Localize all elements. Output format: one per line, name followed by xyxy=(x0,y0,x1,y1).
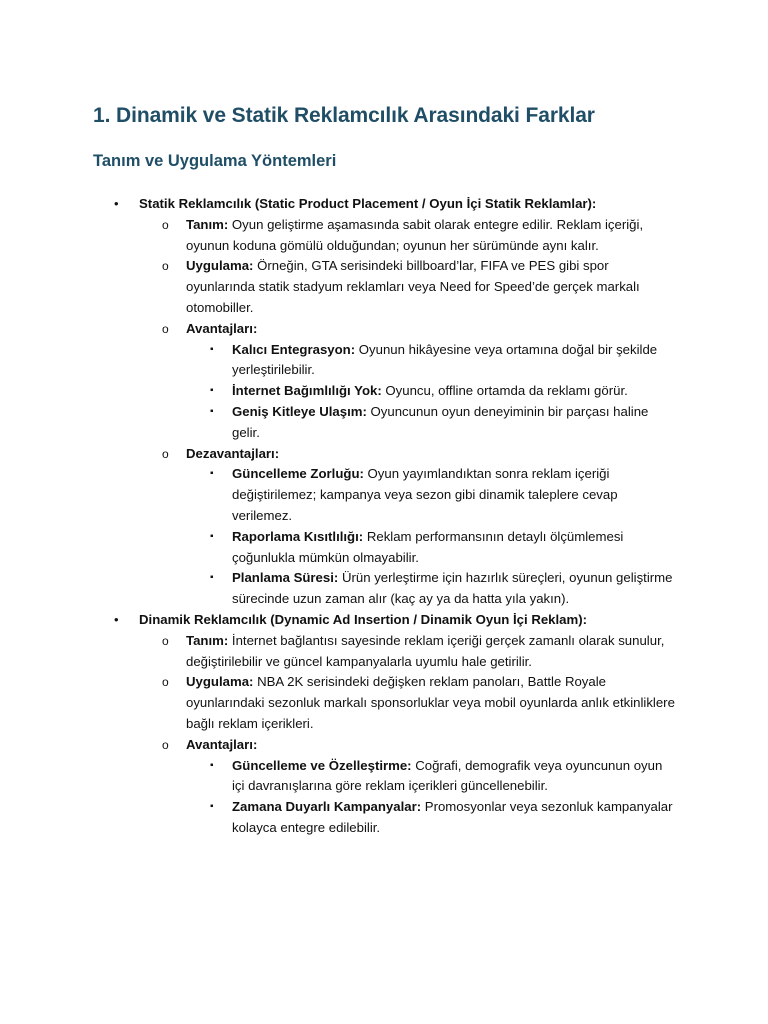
item-label: Geniş Kitleye Ulaşım: xyxy=(232,403,367,419)
document-body xyxy=(0,194,768,839)
list-item-static-definition xyxy=(0,215,676,257)
list-item-static-disadvantage xyxy=(0,527,676,569)
circle-bullet-icon: o xyxy=(162,217,169,232)
list-item-static-disadvantage xyxy=(0,464,676,526)
square-bullet-icon: ▪ xyxy=(210,385,214,397)
circle-bullet-icon: o xyxy=(162,633,169,648)
square-bullet-icon: ▪ xyxy=(210,343,214,355)
bullet-icon: • xyxy=(114,196,119,211)
item-text: Promosyonlar veya sezonluk kampanyalar kolayca entegre edilebilir. xyxy=(232,799,673,835)
circle-bullet-icon: o xyxy=(162,259,169,274)
list-item-dynamic-application xyxy=(0,672,676,734)
item-text: Oyun geliştirme aşamasında sabit olarak entegre edilir. Reklam içeriği, oyunun koduna gömülü olduğundan; oyunun her sürümünde aynı kalır. xyxy=(186,216,644,253)
list-item-static-advantages xyxy=(0,319,676,340)
list-item-static-advantage xyxy=(0,340,676,382)
item-text: Coğrafi, demografik veya oyuncunun oyun içi davranışlarına göre reklam içerikleri güncellenebilir. xyxy=(232,757,663,794)
bullet-icon: • xyxy=(114,611,119,627)
item-label: Avantajları: xyxy=(186,320,258,336)
circle-bullet-icon: o xyxy=(162,446,169,461)
list-item-static-advantage xyxy=(0,402,676,444)
item-text: Oyuncunun oyun deneyiminin bir parçası haline gelir. xyxy=(232,403,649,440)
list-item-dynamic-advantage xyxy=(0,756,676,798)
dynamic-heading: Dinamik Reklamcılık (Dynamic Ad Insertion / Dinamik Oyun İçi Reklam): xyxy=(139,611,588,627)
list-item-dynamic-advantage xyxy=(0,797,676,839)
list-item-dynamic-definition xyxy=(0,631,676,673)
item-label: Güncelleme ve Özelleştirme: xyxy=(232,757,412,773)
square-bullet-icon: ▪ xyxy=(210,468,214,480)
circle-bullet-icon: o xyxy=(162,675,169,690)
square-bullet-icon: ▪ xyxy=(210,405,214,417)
list-item-static-application xyxy=(0,256,676,318)
item-label: Uygulama: xyxy=(186,674,254,690)
item-label: Tanım: xyxy=(186,632,229,648)
item-label: Uygulama: xyxy=(186,258,254,274)
item-text: Oyunun hikâyesine veya ortamına doğal bir şekilde yerleştirilebilir. xyxy=(232,341,658,378)
item-label: İnternet Bağımlılığı Yok: xyxy=(232,383,382,399)
list-item-dynamic-advertising xyxy=(0,610,679,631)
item-text: Oyuncu, offline ortamda da reklamı görür. xyxy=(381,383,628,399)
item-text: İnternet bağlantısı sayesinde reklam içeriği gerçek zamanlı olarak sunulur, değiştirilebilir ve güncel kampanyalarla uyumlu hale getirilir. xyxy=(186,632,665,669)
circle-bullet-icon: o xyxy=(162,321,169,336)
circle-bullet-icon: o xyxy=(162,737,169,752)
item-text: NBA 2K serisindeki değişken reklam panoları, Battle Royale oyunlarındaki sezonluk markalı sponsorluklar veya mobil oyunlarda anlık etkinliklere bağlı reklam içerikleri. xyxy=(186,674,675,731)
item-label: Tanım: xyxy=(186,216,229,232)
item-label: Kalıcı Entegrasyon: xyxy=(232,341,356,357)
item-label: Zamana Duyarlı Kampanyalar: xyxy=(232,799,422,815)
item-label: Güncelleme Zorluğu: xyxy=(232,466,364,482)
item-label: Raporlama Kısıtlılığı: xyxy=(232,528,364,544)
list-item-static-advantage xyxy=(0,381,676,402)
item-text: Reklam performansının detaylı ölçümlemesi çoğunlukla mümkün olmayabilir. xyxy=(232,528,624,565)
list-item-static-disadvantage xyxy=(0,568,676,610)
top-level-list xyxy=(0,194,768,839)
section-title: 1. Dinamik ve Statik Reklamcılık Arasındaki Farklar xyxy=(93,104,595,127)
item-label: Planlama Süresi: xyxy=(232,570,339,586)
static-heading: Statik Reklamcılık (Static Product Placement / Oyun İçi Statik Reklamlar): xyxy=(139,196,597,211)
item-label: Avantajları: xyxy=(186,736,258,752)
section-subtitle: Tanım ve Uygulama Yöntemleri xyxy=(93,152,337,170)
item-text: Ürün yerleştirme için hazırlık süreçleri, oyunun geliştirme sürecinde uzun zaman alır (kaç ay ya da hatta yıla yakın). xyxy=(232,570,673,607)
item-text: Örneğin, GTA serisindeki billboard’lar, FIFA ve PES gibi spor oyunlarında statik stadyum reklamları veya Need for Speed’de gerçek markalı otomobiller. xyxy=(186,258,640,315)
square-bullet-icon: ▪ xyxy=(210,530,214,542)
square-bullet-icon: ▪ xyxy=(210,572,214,584)
item-label: Dezavantajları: xyxy=(186,445,280,461)
square-bullet-icon: ▪ xyxy=(210,801,214,813)
item-text: Oyun yayımlandıktan sonra reklam içeriği değiştirilemez; kampanya veya sezon gibi dinamik taleplere cevap verilemez. xyxy=(232,466,618,523)
list-item-static-advertising xyxy=(0,194,679,215)
list-item-static-disadvantages xyxy=(0,444,676,465)
square-bullet-icon: ▪ xyxy=(210,759,214,771)
list-item-dynamic-advantages xyxy=(0,735,676,756)
